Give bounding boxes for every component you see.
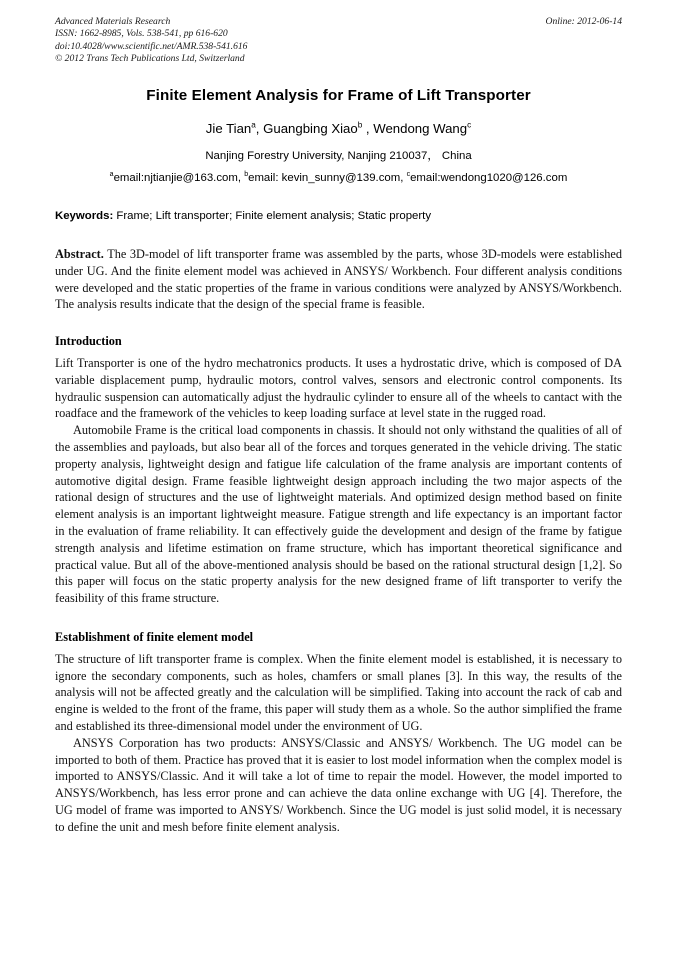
author-affiliation-marker-c: c	[467, 120, 472, 130]
journal-doi: doi:10.4028/www.scientific.net/AMR.538-541.616	[55, 40, 248, 52]
section-establishment-paragraph-2: ANSYS Corporation has two products: ANSYS/Classic and ANSYS/ Workbench. The UG model can be imported to both of them. Practice has proved that it is easier to lost model information when the complex model is imported to ANSYS/Classic. And it will take a lot of time to repair the model. However, the model imported to ANSYS/Workbench, has less error prone and can achieve the data online exchange with UG [4]. Therefore, the UG model of frame was imported to ANSYS/ Workbench. Since the UG model is just solid model, it is necessary to define the unit and mesh before finite element analysis.	[55, 735, 622, 834]
journal-name: Advanced Materials Research	[55, 16, 171, 27]
email-marker-c: c	[406, 171, 411, 179]
section-introduction-paragraph-1: Lift Transporter is one of the hydro mechatronics products. It uses a hydrostatic drive, which is composed of DA variable displacement pump, hydraulic motors, control valves, sensors and electronic control components. Its hydraulic suspension can automatically adjust the hydraulic cylinder to ensure all of the wheels to cantact with the roadface and the framework of the vehicles to keep loading surface at level state in the rugged road.	[55, 355, 622, 421]
email-marker-b: b	[244, 171, 249, 179]
author-name-1: Jie Tian	[205, 121, 252, 136]
email-address-1: email:njtianjie@163.com,	[113, 172, 245, 184]
email-address-3: email:wendong1020@126.com	[410, 172, 568, 184]
author-name-2: , Guangbing Xiao	[255, 121, 358, 136]
abstract-label: Abstract.	[55, 247, 104, 261]
abstract-text: The 3D-model of lift transporter frame was assembled by the parts, whose 3D-models were established under UG. And the finite element model was achieved in ANSYS/ Workbench. Four different analysis conditions were developed and the static properties of the frame in various conditions were analyzed by ANSYS/Workbench. The analysis results indicate that the design of the special frame is feasible.	[55, 247, 622, 312]
section-heading-establishment: Establishment of finite element model	[55, 629, 254, 644]
section-establishment-paragraph-1: The structure of lift transporter frame is complex. When the finite element model is established, it is necessary to ignore the secondary components, such as holes, chamfers or small planes [3]. In this way, the results of the analysis will not be affected greatly and the calculation will be simplified. Taking into account the rack of cab and engine is welded to the front of the frame, this paper will study them as a whole. So the author simplified the frame and established its three-dimensional model under the environment of UG.	[55, 651, 622, 733]
author-name-3: , Wendong Wang	[362, 121, 468, 136]
keywords-value: Frame; Lift transporter; Finite element analysis; Static property	[113, 210, 432, 222]
journal-issn-volume: ISSN: 1662-8985, Vols. 538-541, pp 616-620	[55, 28, 228, 40]
abstract	[55, 246, 622, 313]
journal-copyright: © 2012 Trans Tech Publications Ltd, Switzerland	[55, 52, 245, 64]
section-introduction-paragraph-2: Automobile Frame is the critical load components in chassis. It should not only withstand the qualities of all of the assemblies and payloads, but also bear all of the forces and torques generated in the vehicle driving. The static property analysis, lightweight design and fatigue life calculation of the frame analysis are important contents of automotive digital design. Frame feasible lightweight design approach including the two major aspects of the rational design of structures and the use of lightweight materials. And optimized design method based on finite element analysis is an important lightweight measure. Fatigue strength and life expectancy is an important factor in the evaluation of frame reliability. It can effectively guide the development and design of the frame by fatigue strength analysis and lifetime estimation on frame structure, which has important theoretical significance and practical value. But all of the above-mentioned analysis should be based on the rational structural design [1,2]. So this paper will focus on the static property analysis for the new designed frame of lift transporter to verify the feasibility of this frame structure.	[55, 423, 622, 606]
author-list	[55, 120, 622, 138]
author-affiliation-marker-b: b	[357, 120, 363, 130]
author-emails	[55, 170, 622, 186]
author-affiliation-marker-a: a	[251, 120, 256, 130]
page-title: Finite Element Analysis for Frame of Lift Transporter	[146, 87, 531, 104]
email-address-2: email: kevin_sunny@139.com,	[248, 172, 407, 184]
online-publication-date: Online: 2012-06-14	[545, 16, 622, 27]
email-marker-a: a	[109, 171, 114, 179]
journal-header	[55, 16, 622, 68]
keywords-label: Keywords:	[55, 210, 114, 222]
section-heading-introduction: Introduction	[55, 334, 122, 349]
keywords	[55, 208, 622, 224]
affiliation: Nanjing Forestry University, Nanjing 210037， China	[205, 150, 472, 162]
